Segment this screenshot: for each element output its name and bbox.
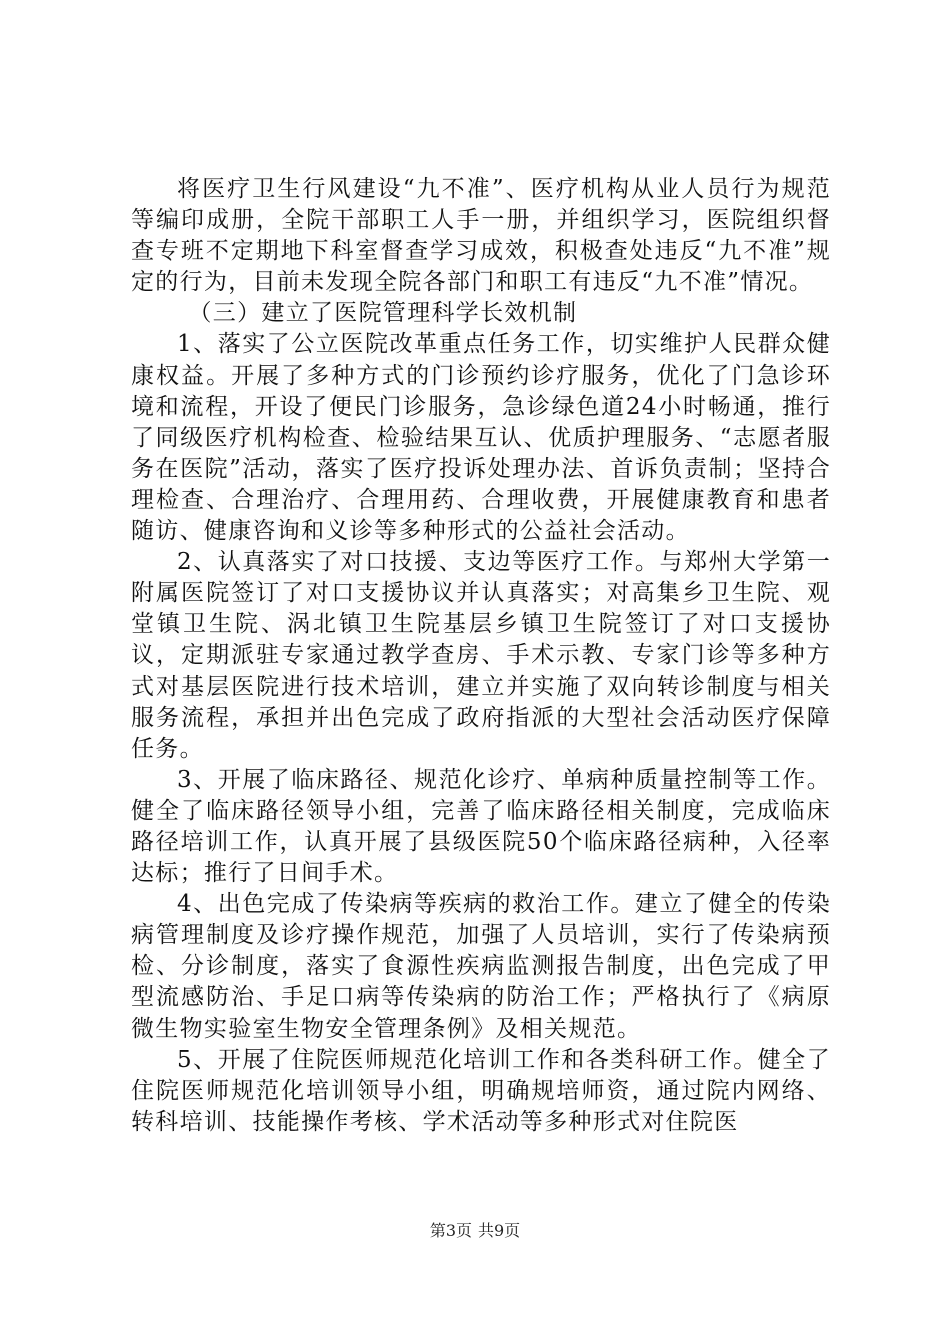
document-body — [131, 174, 831, 1138]
page-number: 第3页 — [429, 1221, 472, 1240]
page-total: 共9页 — [478, 1221, 521, 1240]
paragraph-item-2: 2、认真落实了对口技援、支边等医疗工作。与郑州大学第一附属医院签订了对口支援协议并认真落实；对高集乡卫生院、观堂镇卫生院、涡北镇卫生院基层乡镇卫生院签订了对口支援协议，定期派驻专家通过教学查房、手术示教、专家门诊等多种方式对基层医院进行技术培训，建立并实施了双向转诊制度与相关服务流程，承担并出色完成了政府指派的大型社会活动医疗保障任务。 — [131, 549, 831, 762]
section-heading-three: （三）建立了医院管理科学长效机制 — [188, 300, 578, 327]
page-footer — [0, 1218, 950, 1241]
paragraph-item-5: 5、开展了住院医师规范化培训工作和各类科研工作。健全了住院医师规范化培训领导小组，明确规培师资，通过院内网络、转科培训、技能操作考核、学术活动等多种形式对住院医 — [131, 1046, 831, 1135]
paragraph-item-1: 1、落实了公立医院改革重点任务工作，切实维护人民群众健康权益。开展了多种方式的门诊预约诊疗服务，优化了门急诊环境和流程，开设了便民门诊服务，急诊绿色道24小时畅通，推行了同级医疗机构检查、检验结果互认、优质护理服务、“志愿者服务在医院”活动，落实了医疗投诉处理办法、首诉负责制；坚持合理检查、合理治疗、合理用药、合理收费，开展健康教育和患者随访、健康咨询和义诊等多种形式的公益社会活动。 — [131, 331, 831, 545]
paragraph-nine-prohibitions: 将医疗卫生行风建设“九不准”、医疗机构从业人员行为规范等编印成册，全院干部职工人手一册，并组织学习，医院组织督查专班不定期地下科室督查学习成效，积极查处违反“九不准”规定的行为，目前未发现全院各部门和职工有违反“九不准”情况。 — [131, 176, 831, 296]
paragraph-item-4: 4、出色完成了传染病等疾病的救治工作。建立了健全的传染病管理制度及诊疗操作规范，加强了人员培训，实行了传染病预检、分诊制度，落实了食源性疾病监测报告制度，出色完成了甲型流感防治、手足口病等传染病的防治工作；严格执行了《病原微生物实验室生物安全管理条例》及相关规范。 — [131, 891, 831, 1042]
paragraph-item-3: 3、开展了临床路径、规范化诊疗、单病种质量控制等工作。健全了临床路径领导小组，完善了临床路径相关制度，完成临床路径培训工作，认真开展了县级医院50个临床路径病种，入径率达标；推行了日间手术。 — [131, 766, 831, 887]
